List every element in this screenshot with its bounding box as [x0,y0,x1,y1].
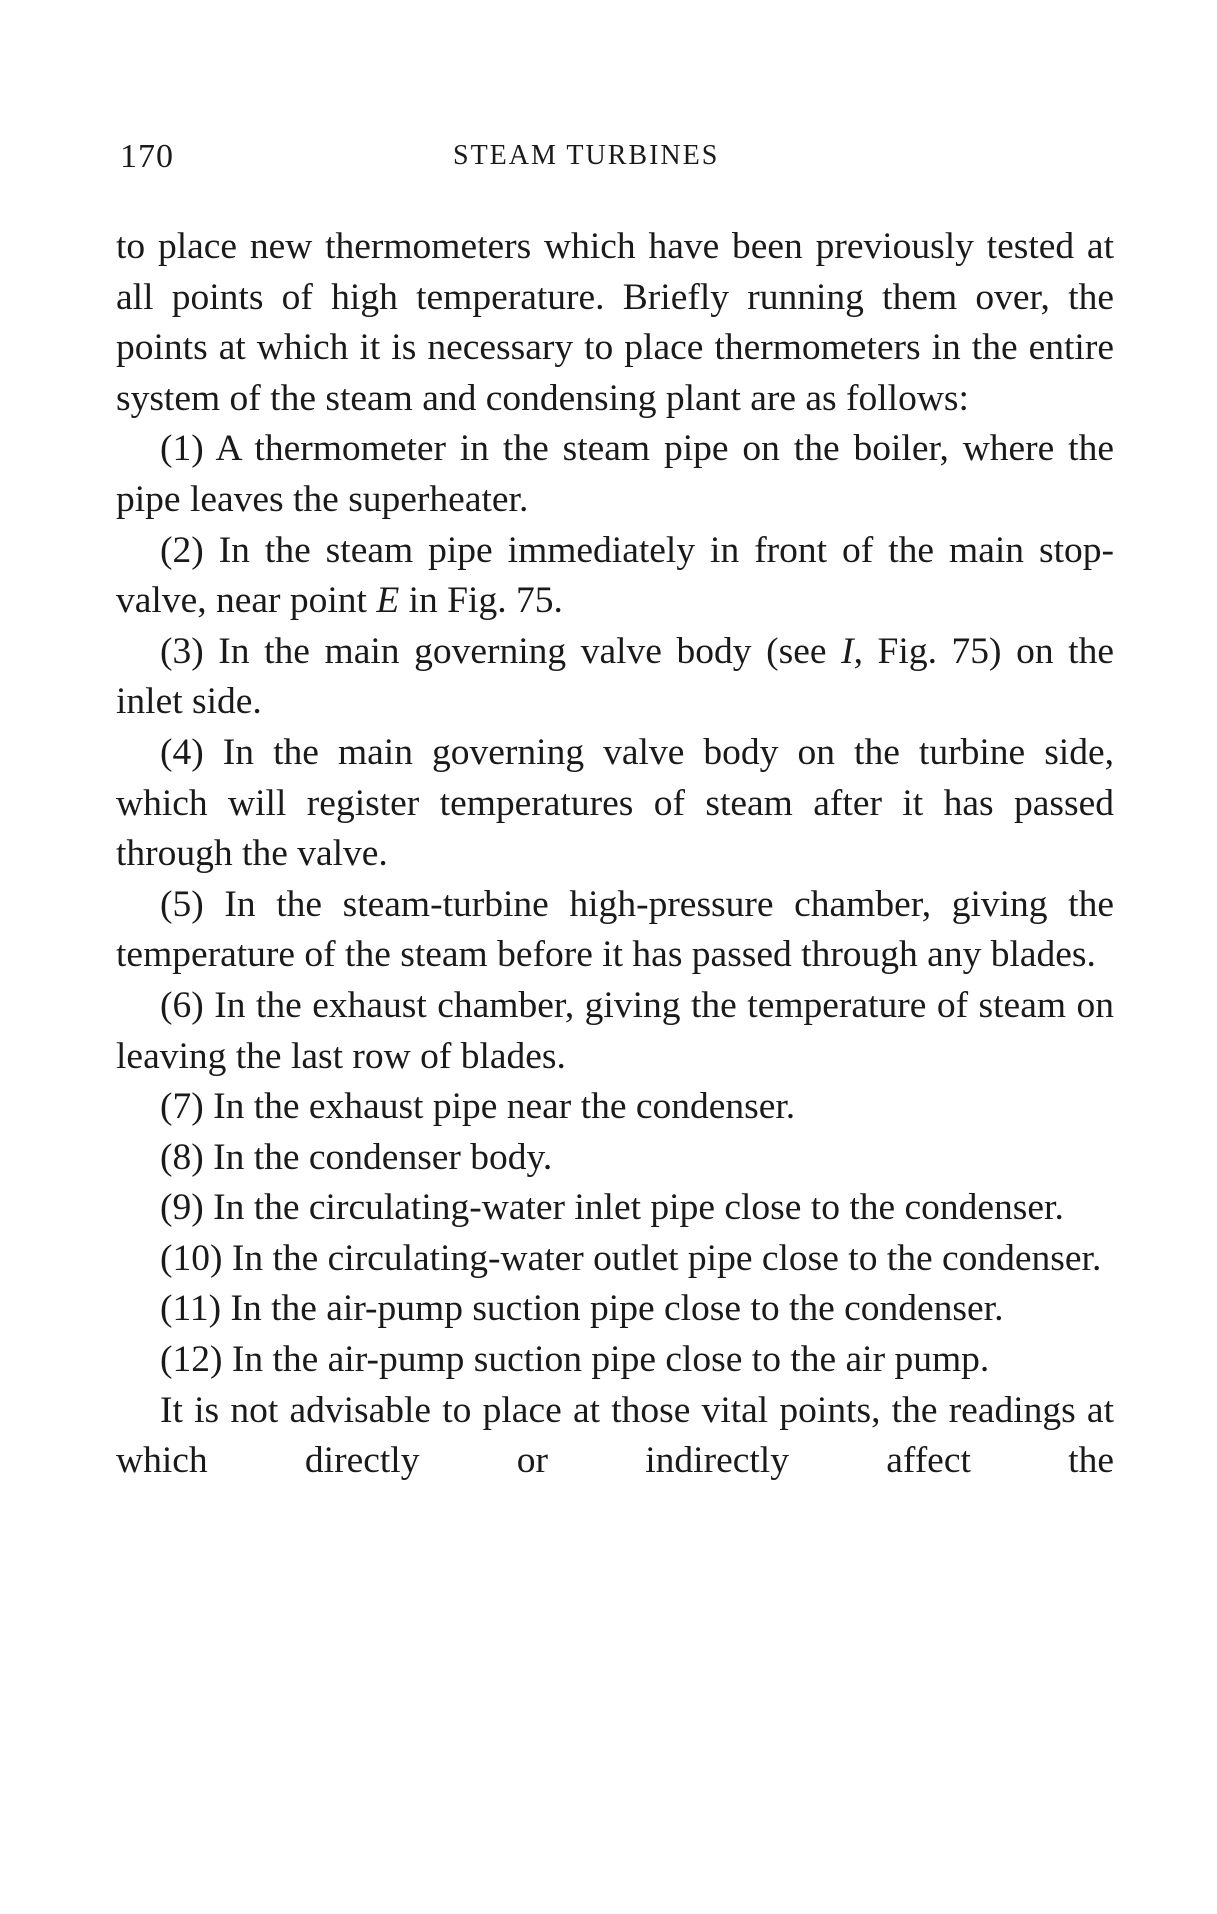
page-header [118,138,1118,182]
paragraph-closing: It is not advisable to place at those vital points, the readings at which directly or indirectly affect the [116,1389,1114,1482]
list-item-3 [116,627,1114,728]
list-item-4: (4) In the main governing valve body on the turbine side, which will register temperatures of steam after it has passed through the valve. [116,731,1114,875]
list-item-2-text-b: in Fig. 75. [399,580,563,622]
list-item-12: (12) In the air-pump suction pipe close to the air pump. [160,1339,990,1381]
list-item-11: (11) In the air-pump suction pipe close to the condenser. [160,1288,1004,1330]
page-number: 170 [120,138,174,175]
list-item-5: (5) In the steam-turbine high-pressure chamber, giving the temperature of the steam before it has passed through any blades. [116,883,1114,976]
list-item-9: (9) In the circulating-water inlet pipe close to the condenser. [160,1187,1064,1229]
figure-point-e: E [376,580,400,622]
list-item-6: (6) In the exhaust chamber, giving the temperature of steam on leaving the last row of blades. [116,984,1114,1077]
figure-point-i: I [841,630,854,672]
list-item-7: (7) In the exhaust pipe near the condenser. [160,1086,796,1128]
list-item-1: (1) A thermometer in the steam pipe on the boiler, where the pipe leaves the superheater. [116,428,1114,520]
body-text [116,222,1114,1487]
list-item-2-text-a: (2) In the steam pipe immediately in front of the main stop-valve, near point [116,529,1114,622]
paragraph-intro: to place new thermometers which have been previously tested at all points of high temperature. Briefly running them over, the points at which it is necessary to place thermometers in the entire system of the steam and condensing plant are as follows: [116,226,1114,419]
list-item-8: (8) In the condenser body. [160,1136,553,1178]
list-item-2 [116,526,1114,627]
list-item-3-text-b: , Fig. 75) on the inlet side. [116,630,1114,723]
list-item-3-text-a: (3) In the main governing valve body (see [160,630,842,672]
running-title: STEAM TURBINES [453,140,720,171]
list-item-10: (10) In the circulating-water outlet pipe close to the condenser. [160,1237,1102,1279]
